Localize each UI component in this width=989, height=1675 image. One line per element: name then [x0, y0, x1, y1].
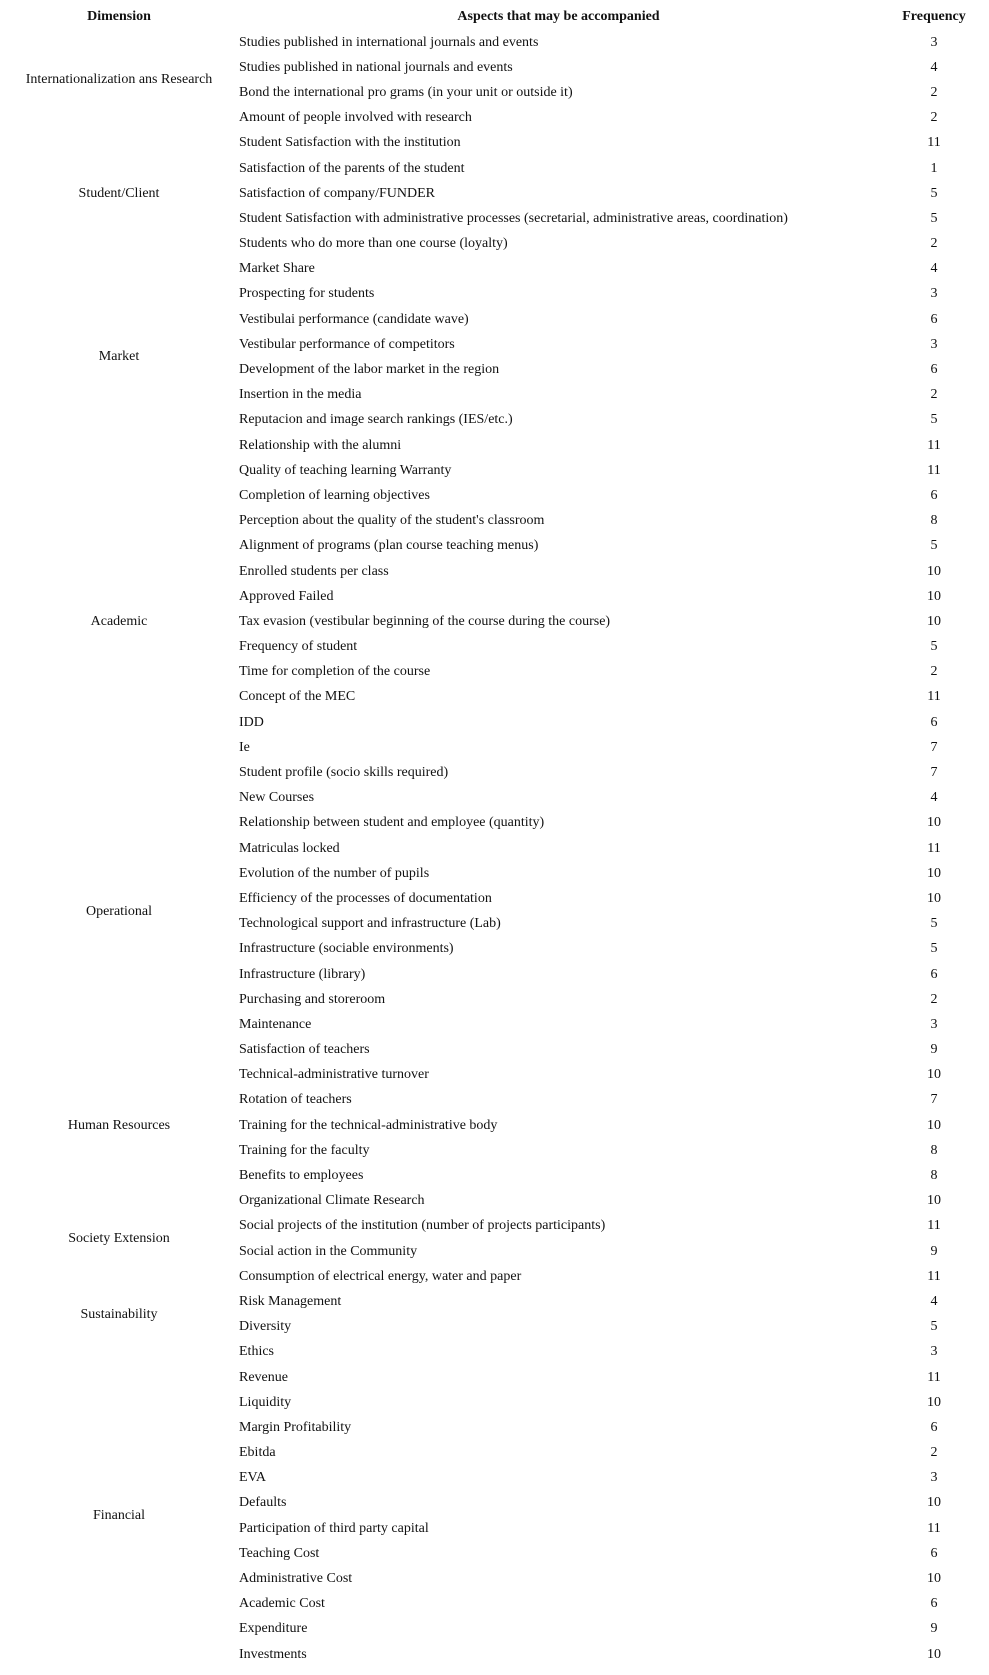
aspect-cell: Rotation of teachers [239, 1092, 352, 1108]
aspect-cell: Quality of teaching learning Warranty [239, 462, 452, 478]
frequency-cell: 6 [930, 1545, 938, 1561]
table-row [0, 1038, 989, 1063]
aspect-cell: Reputacion and image search rankings (IES/etc.) [239, 412, 513, 428]
frequency-cell: 6 [930, 362, 938, 378]
frequency-cell: 11 [927, 1369, 941, 1385]
aspect-cell: Revenue [239, 1369, 288, 1385]
frequency-table [0, 4, 989, 1667]
aspect-cell: Margin Profitability [239, 1419, 352, 1435]
frequency-cell: 2 [930, 84, 938, 100]
dimension-cell: Internationalization ans Research [25, 72, 213, 88]
aspect-cell: Studies published in national journals and events [239, 59, 513, 75]
frequency-cell: 10 [927, 588, 941, 604]
aspect-cell: Bond the international pro grams (in your unit or outside it) [239, 84, 573, 100]
frequency-cell: 6 [930, 311, 938, 327]
frequency-cell: 3 [930, 336, 938, 352]
frequency-cell: 10 [927, 613, 941, 629]
frequency-cell: 4 [930, 59, 938, 75]
frequency-cell: 10 [927, 1646, 941, 1662]
frequency-cell: 8 [930, 1168, 938, 1184]
aspect-cell: Amount of people involved with research [239, 110, 472, 126]
table-body [0, 30, 989, 1667]
frequency-cell: 11 [927, 462, 941, 478]
aspect-cell: Relationship between student and employee (quantity) [239, 815, 545, 831]
aspect-cell: Ie [239, 739, 250, 755]
aspect-cell: Alignment of programs (plan course teaching menus) [239, 538, 539, 554]
aspect-cell: Vestibular performance of competitors [239, 336, 455, 352]
aspect-cell: EVA [239, 1470, 266, 1486]
frequency-cell: 3 [930, 1470, 938, 1486]
dimension-cell: Financial [92, 1508, 146, 1524]
frequency-cell: 10 [927, 563, 941, 579]
frequency-cell: 6 [930, 966, 938, 982]
aspect-cell: Satisfaction of company/FUNDER [239, 185, 435, 201]
frequency-cell: 5 [930, 210, 938, 226]
frequency-cell: 3 [930, 286, 938, 302]
frequency-cell: 11 [927, 840, 941, 856]
aspect-cell: Student profile (socio skills required) [239, 765, 449, 781]
header-row [0, 4, 989, 30]
aspect-cell: Teaching Cost [239, 1545, 320, 1561]
aspect-cell: Enrolled students per class [239, 563, 389, 579]
aspect-cell: Studies published in international journals and events [239, 34, 539, 50]
aspect-cell: Satisfaction of the parents of the student [239, 160, 465, 176]
dimension-cell: Human Resources [67, 1117, 171, 1133]
table-row [0, 1365, 989, 1390]
aspect-cell: Purchasing and storeroom [239, 991, 386, 1007]
aspect-cell: Organizational Climate Research [239, 1193, 425, 1209]
aspect-cell: Training for the faculty [239, 1142, 370, 1158]
aspect-cell: Student Satisfaction with administrative processes (secretarial, administrative areas, coordination) [239, 210, 788, 226]
aspect-cell: Evolution of the number of pupils [239, 865, 430, 881]
frequency-cell: 2 [930, 110, 938, 126]
aspect-cell: Relationship with the alumni [239, 437, 402, 453]
aspect-cell: Technical-administrative turnover [239, 1067, 429, 1083]
frequency-cell: 6 [930, 487, 938, 503]
dimension-cell: Student/Client [78, 185, 160, 201]
table-row [0, 786, 989, 811]
aspect-cell: Infrastructure (sociable environments) [239, 941, 454, 957]
frequency-cell: 10 [927, 890, 941, 906]
frequency-cell: 11 [927, 1218, 941, 1234]
aspect-cell: Insertion in the media [239, 387, 362, 403]
dimension-cell: Sustainability [80, 1306, 158, 1322]
frequency-cell: 9 [930, 1042, 938, 1058]
frequency-cell: 2 [930, 664, 938, 680]
frequency-cell: 5 [930, 1319, 938, 1335]
frequency-cell: 11 [927, 437, 941, 453]
table-row [0, 30, 989, 55]
frequency-cell: 9 [930, 1621, 938, 1637]
header-aspects: Aspects that may be accompanied [457, 9, 660, 24]
aspect-cell: Efficiency of the processes of documentation [239, 890, 492, 906]
dimension-cell: Operational [85, 903, 153, 919]
frequency-cell: 5 [930, 185, 938, 201]
frequency-cell: 3 [930, 34, 938, 50]
frequency-cell: 5 [930, 639, 938, 655]
header-frequency: Frequency [902, 9, 966, 24]
frequency-cell: 4 [930, 261, 938, 277]
frequency-cell: 5 [930, 412, 938, 428]
dimension-cell: Market [98, 349, 140, 365]
frequency-cell: 10 [927, 1495, 941, 1511]
frequency-cell: 11 [927, 689, 941, 705]
frequency-cell: 2 [930, 236, 938, 252]
aspect-cell: Prospecting for students [239, 286, 375, 302]
frequency-cell: 2 [930, 1445, 938, 1461]
frequency-cell: 8 [930, 1142, 938, 1158]
aspect-cell: Approved Failed [239, 588, 334, 604]
aspect-cell: Ebitda [239, 1445, 276, 1461]
frequency-cell: 7 [930, 765, 938, 781]
frequency-cell: 10 [927, 1571, 941, 1587]
aspect-cell: Frequency of student [239, 639, 358, 655]
dimension-cell: Society Extension [68, 1231, 170, 1246]
frequency-cell: 6 [930, 1419, 938, 1435]
aspect-cell: Liquidity [239, 1394, 292, 1410]
frequency-cell: 10 [927, 1193, 941, 1209]
aspect-cell: Development of the labor market in the region [239, 362, 500, 378]
frequency-cell: 5 [930, 916, 938, 932]
aspect-cell: Academic Cost [239, 1596, 325, 1612]
frequency-cell: 6 [930, 714, 938, 730]
frequency-cell: 8 [930, 513, 938, 529]
frequency-cell: 10 [927, 865, 941, 881]
frequency-cell: 10 [927, 1067, 941, 1083]
aspect-cell: Social projects of the institution (number of projects participants) [239, 1218, 606, 1234]
frequency-cell: 2 [930, 991, 938, 1007]
aspect-cell: Diversity [239, 1319, 292, 1335]
frequency-cell: 9 [930, 1243, 938, 1259]
frequency-cell: 6 [930, 1596, 938, 1612]
frequency-cell: 5 [930, 538, 938, 554]
frequency-cell: 11 [927, 1268, 941, 1284]
aspect-cell: Social action in the Community [239, 1243, 418, 1259]
frequency-cell: 10 [927, 1394, 941, 1410]
aspect-cell: Perception about the quality of the student's classroom [239, 513, 545, 529]
aspect-cell: Expenditure [239, 1621, 308, 1637]
frequency-cell: 2 [930, 387, 938, 403]
aspect-cell: Benefits to employees [239, 1168, 364, 1184]
aspect-cell: Consumption of electrical energy, water and paper [239, 1268, 522, 1284]
frequency-cell: 1 [930, 160, 938, 176]
aspect-cell: Maintenance [239, 1016, 312, 1032]
aspect-cell: Matriculas locked [239, 840, 340, 856]
table-row [0, 1214, 989, 1239]
aspect-cell: Completion of learning objectives [239, 487, 430, 503]
frequency-cell: 11 [927, 135, 941, 151]
dimension-cell: Academic [90, 613, 148, 629]
aspect-cell: Participation of third party capital [239, 1520, 429, 1536]
aspect-cell: Student Satisfaction with the institution [239, 135, 461, 151]
aspect-cell: IDD [239, 714, 264, 730]
frequency-cell: 7 [930, 739, 938, 755]
table-row [0, 257, 989, 282]
aspect-cell: Investments [239, 1646, 307, 1662]
frequency-cell: 11 [927, 1520, 941, 1536]
frequency-cell: 7 [930, 1092, 938, 1108]
frequency-cell: 5 [930, 941, 938, 957]
aspect-cell: Market Share [239, 261, 315, 277]
table-row [0, 131, 989, 156]
table-row [0, 1264, 989, 1289]
aspect-cell: Tax evasion (vestibular beginning of the course during the course) [239, 613, 611, 629]
aspect-cell: Infrastructure (library) [239, 966, 366, 982]
aspect-cell: Satisfaction of teachers [239, 1042, 370, 1058]
aspect-cell: Technological support and infrastructure (Lab) [239, 916, 501, 932]
aspect-cell: Risk Management [239, 1293, 342, 1309]
aspect-cell: New Courses [239, 790, 315, 806]
aspect-cell: Training for the technical-administrative body [239, 1117, 498, 1133]
aspect-cell: Concept of the MEC [239, 689, 356, 705]
frequency-cell: 4 [930, 790, 938, 806]
aspect-cell: Ethics [239, 1344, 274, 1360]
frequency-cell: 3 [930, 1016, 938, 1032]
frequency-cell: 4 [930, 1293, 938, 1309]
aspect-cell: Time for completion of the course [239, 664, 431, 680]
aspect-cell: Vestibulai performance (candidate wave) [239, 311, 469, 327]
table-row [0, 458, 989, 483]
frequency-cell: 3 [930, 1344, 938, 1360]
frequency-cell: 10 [927, 815, 941, 831]
aspect-cell: Defaults [239, 1495, 287, 1511]
frequency-cell: 10 [927, 1117, 941, 1133]
aspect-cell: Students who do more than one course (loyalty) [239, 236, 508, 252]
aspect-cell: Administrative Cost [239, 1571, 353, 1587]
header-dimension: Dimension [87, 9, 151, 24]
